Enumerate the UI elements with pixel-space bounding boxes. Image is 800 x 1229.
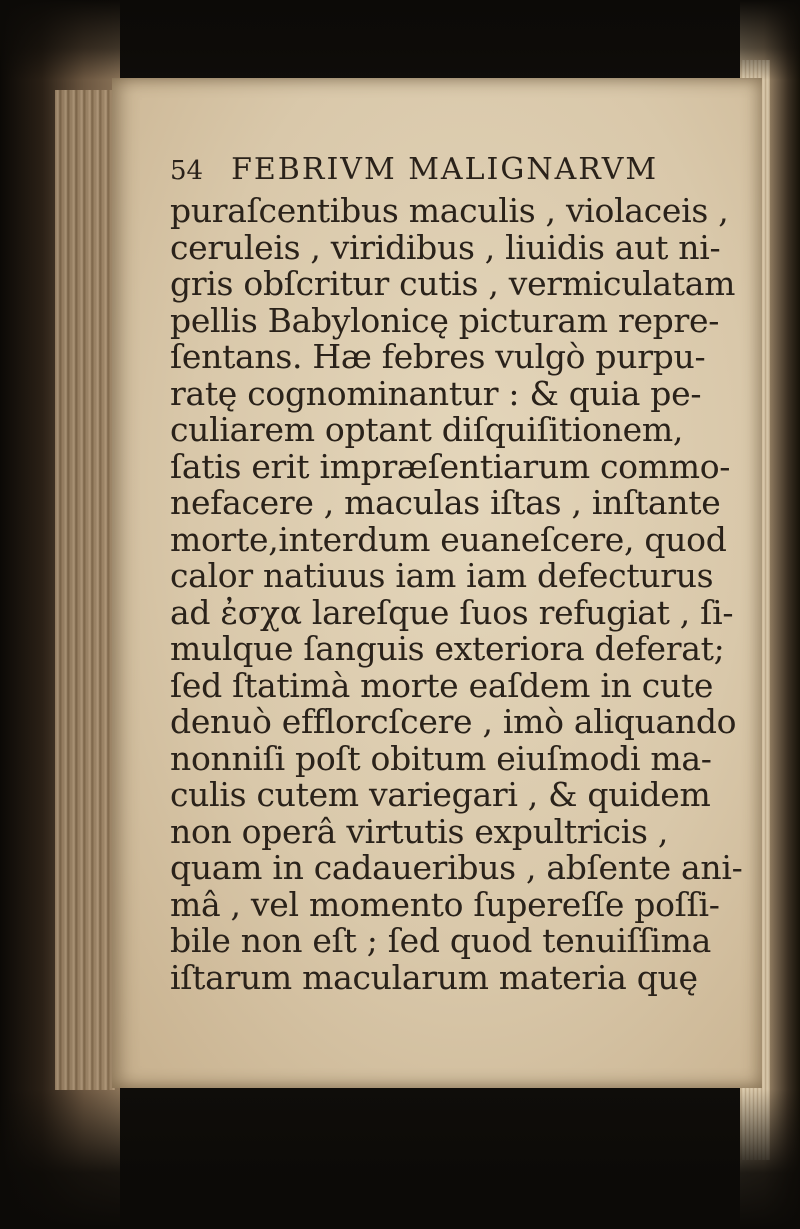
bottom-shadow — [0, 1089, 800, 1229]
text-line: ſatis erit impræſentiarum commo- — [170, 446, 731, 486]
text-line: calor natiuus iam iam defecturus — [170, 556, 714, 595]
page-number: 54 — [170, 156, 204, 186]
text-line: nefacere , maculas iſtas , inſtante — [170, 483, 721, 522]
text-line: morte,interdum euaneſcere, quod — [170, 519, 727, 559]
text-line: mâ , vel momento ſupereſſe poſſi- — [170, 884, 720, 924]
text-line: gris obſcritur cutis , vermiculatam — [170, 264, 736, 303]
text-line: nonniſi poſt obitum eiuſmodi ma- — [170, 738, 712, 778]
page-text — [170, 152, 750, 996]
text-line: iſtarum macularum materia quę — [170, 957, 698, 997]
running-title: FEBRIVM MALIGNARVM — [231, 152, 659, 187]
text-line: ſentans. Hæ febres vulgò purpu- — [170, 337, 706, 376]
text-line: bile non eſt ; ſed quod tenuiſſima — [170, 921, 712, 960]
text-line: denuò efflorcſcere , imò aliquando — [170, 702, 737, 741]
page-header — [170, 152, 750, 187]
text-line: ratę cognominantur : & quia pe- — [170, 373, 702, 413]
text-line: mulque ſanguis exteriora deferat; — [170, 629, 725, 668]
text-line: ceruleis , viridibus , liuidis aut ni- — [170, 227, 721, 267]
text-line: pellis Babylonicę picturam repre- — [170, 300, 720, 340]
text-line: quam in cadaueribus , abſente ani- — [170, 848, 743, 887]
text-line: culis cutem variegari , & quidem — [170, 775, 711, 814]
text-line: ad ἐσχα lareſque ſuos refugiat , ſi- — [170, 592, 734, 632]
left-page-stack — [55, 90, 115, 1090]
top-shadow — [0, 0, 800, 80]
text-line: ſed ſtatimà morte eaſdem in cute — [170, 665, 714, 705]
text-line: puraſcentibus maculis , violaceis , — [170, 191, 729, 230]
text-line: culiarem optant diſquiſitionem, — [170, 410, 684, 449]
text-line: non operâ virtutis expultricis , — [170, 811, 669, 851]
body-text — [170, 193, 750, 996]
